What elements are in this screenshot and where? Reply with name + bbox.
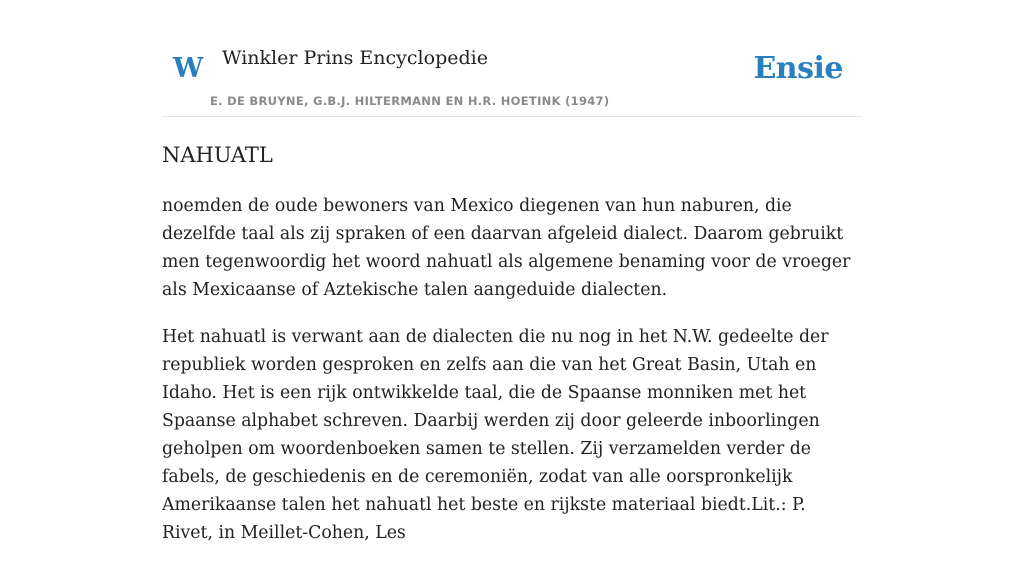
article-body <box>162 192 862 566</box>
source-header <box>162 0 862 117</box>
source-authors: E. DE BRUYNE, G.B.J. HILTERMANN EN H.R. HOETINK (1947) <box>210 94 610 108</box>
article-paragraph: noemden de oude bewoners van Mexico diegenen van hun naburen, die dezelfde taal als zij spraken of een daarvan afgeleid dialect. Daarom gebruikt men tegenwoordig het woord nahuatl als algemene benaming voor de vroeger als Mexicaanse of Aztekische talen aangeduide dialecten. <box>162 196 851 300</box>
source-logo-icon[interactable]: W <box>173 53 204 84</box>
brand-logo[interactable]: Ensie <box>753 51 843 86</box>
article-title: NAHUATL <box>162 143 273 167</box>
source-title[interactable]: Winkler Prins Encyclopedie <box>222 47 488 69</box>
article-paragraph: Het nahuatl is verwant aan de dialecten die nu nog in het N.W. gedeelte der republiek worden gesproken en zelfs aan die van het Great Basin, Utah en Idaho. Het is een rijk ontwikkelde taal, die de Spaanse monniken met het Spaanse alphabet schreven. Daarbij werden zij door geleerde inboorlingen geholpen om woordenboeken samen te stellen. Zij verzamelden verder de fabels, de geschiedenis en de ceremoniën, zodat van alle oorspronkelijk Amerikaanse talen het nahuatl het beste en rijkste materiaal biedt.Lit.: P. Rivet, in Meillet-Cohen, Les <box>162 327 829 543</box>
